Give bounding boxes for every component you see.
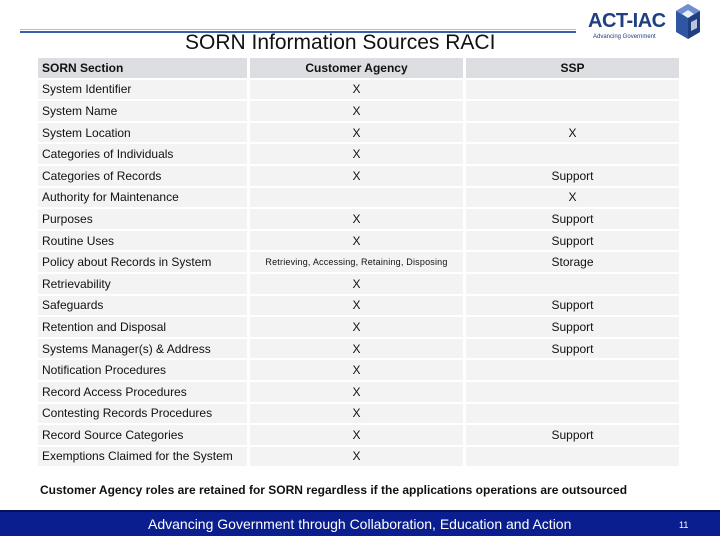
ssp-cell: X <box>466 123 682 143</box>
customer-agency-cell: X <box>250 123 466 143</box>
table-row <box>38 80 682 100</box>
ssp-cell: Support <box>466 339 682 359</box>
table-row <box>38 447 682 467</box>
act-iac-logo <box>588 2 702 46</box>
ssp-cell: Support <box>466 209 682 229</box>
sorn-section-cell: Retrievability <box>38 274 250 294</box>
sorn-section-cell: Record Source Categories <box>38 425 250 445</box>
table-row <box>38 209 682 229</box>
ssp-cell <box>466 274 682 294</box>
table-row <box>38 123 682 143</box>
sorn-section-cell: Authority for Maintenance <box>38 188 250 208</box>
act-iac-cube-logo-icon <box>674 2 702 46</box>
raci-table-body <box>38 80 682 467</box>
raci-table <box>38 56 682 468</box>
customer-agency-cell: Retrieving, Accessing, Retaining, Disposing <box>250 252 466 272</box>
table-row <box>38 231 682 251</box>
table-row <box>38 382 682 402</box>
table-row <box>38 166 682 186</box>
title-rule <box>20 29 576 30</box>
header-sorn-section: SORN Section <box>38 58 250 78</box>
ssp-cell <box>466 447 682 467</box>
customer-agency-cell <box>250 188 466 208</box>
sorn-section-cell: Record Access Procedures <box>38 382 250 402</box>
table-row <box>38 296 682 316</box>
customer-agency-cell: X <box>250 101 466 121</box>
customer-agency-cell: X <box>250 360 466 380</box>
ssp-cell <box>466 80 682 100</box>
customer-agency-cell: X <box>250 274 466 294</box>
customer-agency-cell: X <box>250 166 466 186</box>
customer-agency-cell: X <box>250 447 466 467</box>
sorn-section-cell: Notification Procedures <box>38 360 250 380</box>
customer-agency-cell: X <box>250 209 466 229</box>
sorn-section-cell: System Location <box>38 123 250 143</box>
table-row <box>38 317 682 337</box>
table-row <box>38 252 682 272</box>
sorn-section-cell: Categories of Individuals <box>38 144 250 164</box>
header-customer-agency: Customer Agency <box>250 58 466 78</box>
sorn-section-cell: Exemptions Claimed for the System <box>38 447 250 467</box>
ssp-cell: Support <box>466 231 682 251</box>
customer-agency-cell: X <box>250 296 466 316</box>
table-row <box>38 274 682 294</box>
footer-bar <box>0 510 720 536</box>
logo-text: ACT-IAC <box>588 10 666 32</box>
customer-agency-cell: X <box>250 339 466 359</box>
table-row <box>38 188 682 208</box>
sorn-section-cell: Purposes <box>38 209 250 229</box>
sorn-section-cell: System Identifier <box>38 80 250 100</box>
table-row <box>38 144 682 164</box>
ssp-cell <box>466 404 682 424</box>
ssp-cell <box>466 360 682 380</box>
customer-agency-cell: X <box>250 144 466 164</box>
ssp-cell <box>466 101 682 121</box>
customer-agency-cell: X <box>250 80 466 100</box>
table-row <box>38 360 682 380</box>
table-row <box>38 339 682 359</box>
sorn-section-cell: Routine Uses <box>38 231 250 251</box>
table-row <box>38 404 682 424</box>
ssp-cell: Support <box>466 296 682 316</box>
ssp-cell <box>466 382 682 402</box>
customer-agency-cell: X <box>250 404 466 424</box>
header-ssp: SSP <box>466 58 682 78</box>
ssp-cell: Storage <box>466 252 682 272</box>
customer-agency-cell: X <box>250 231 466 251</box>
table-header-row <box>38 58 682 78</box>
ssp-cell: X <box>466 188 682 208</box>
sorn-section-cell: Policy about Records in System <box>38 252 250 272</box>
ssp-cell: Support <box>466 317 682 337</box>
footer-text: Advancing Government through Collaboration, Education and Action <box>148 516 572 532</box>
logo-tagline: Advancing Government <box>593 34 656 40</box>
customer-agency-cell: X <box>250 317 466 337</box>
customer-agency-cell: X <box>250 425 466 445</box>
slide-title: SORN Information Sources RACI <box>185 31 496 54</box>
table-row <box>38 425 682 445</box>
sorn-section-cell: Safeguards <box>38 296 250 316</box>
sorn-section-cell: Contesting Records Procedures <box>38 404 250 424</box>
table-row <box>38 101 682 121</box>
ssp-cell <box>466 144 682 164</box>
ssp-cell: Support <box>466 166 682 186</box>
page-number: 11 <box>679 520 689 530</box>
sorn-section-cell: System Name <box>38 101 250 121</box>
footnote: Customer Agency roles are retained for SORN regardless if the applications operations are outsourced <box>40 483 628 497</box>
sorn-section-cell: Retention and Disposal <box>38 317 250 337</box>
customer-agency-cell: X <box>250 382 466 402</box>
sorn-section-cell: Systems Manager(s) & Address <box>38 339 250 359</box>
sorn-section-cell: Categories of Records <box>38 166 250 186</box>
ssp-cell: Support <box>466 425 682 445</box>
